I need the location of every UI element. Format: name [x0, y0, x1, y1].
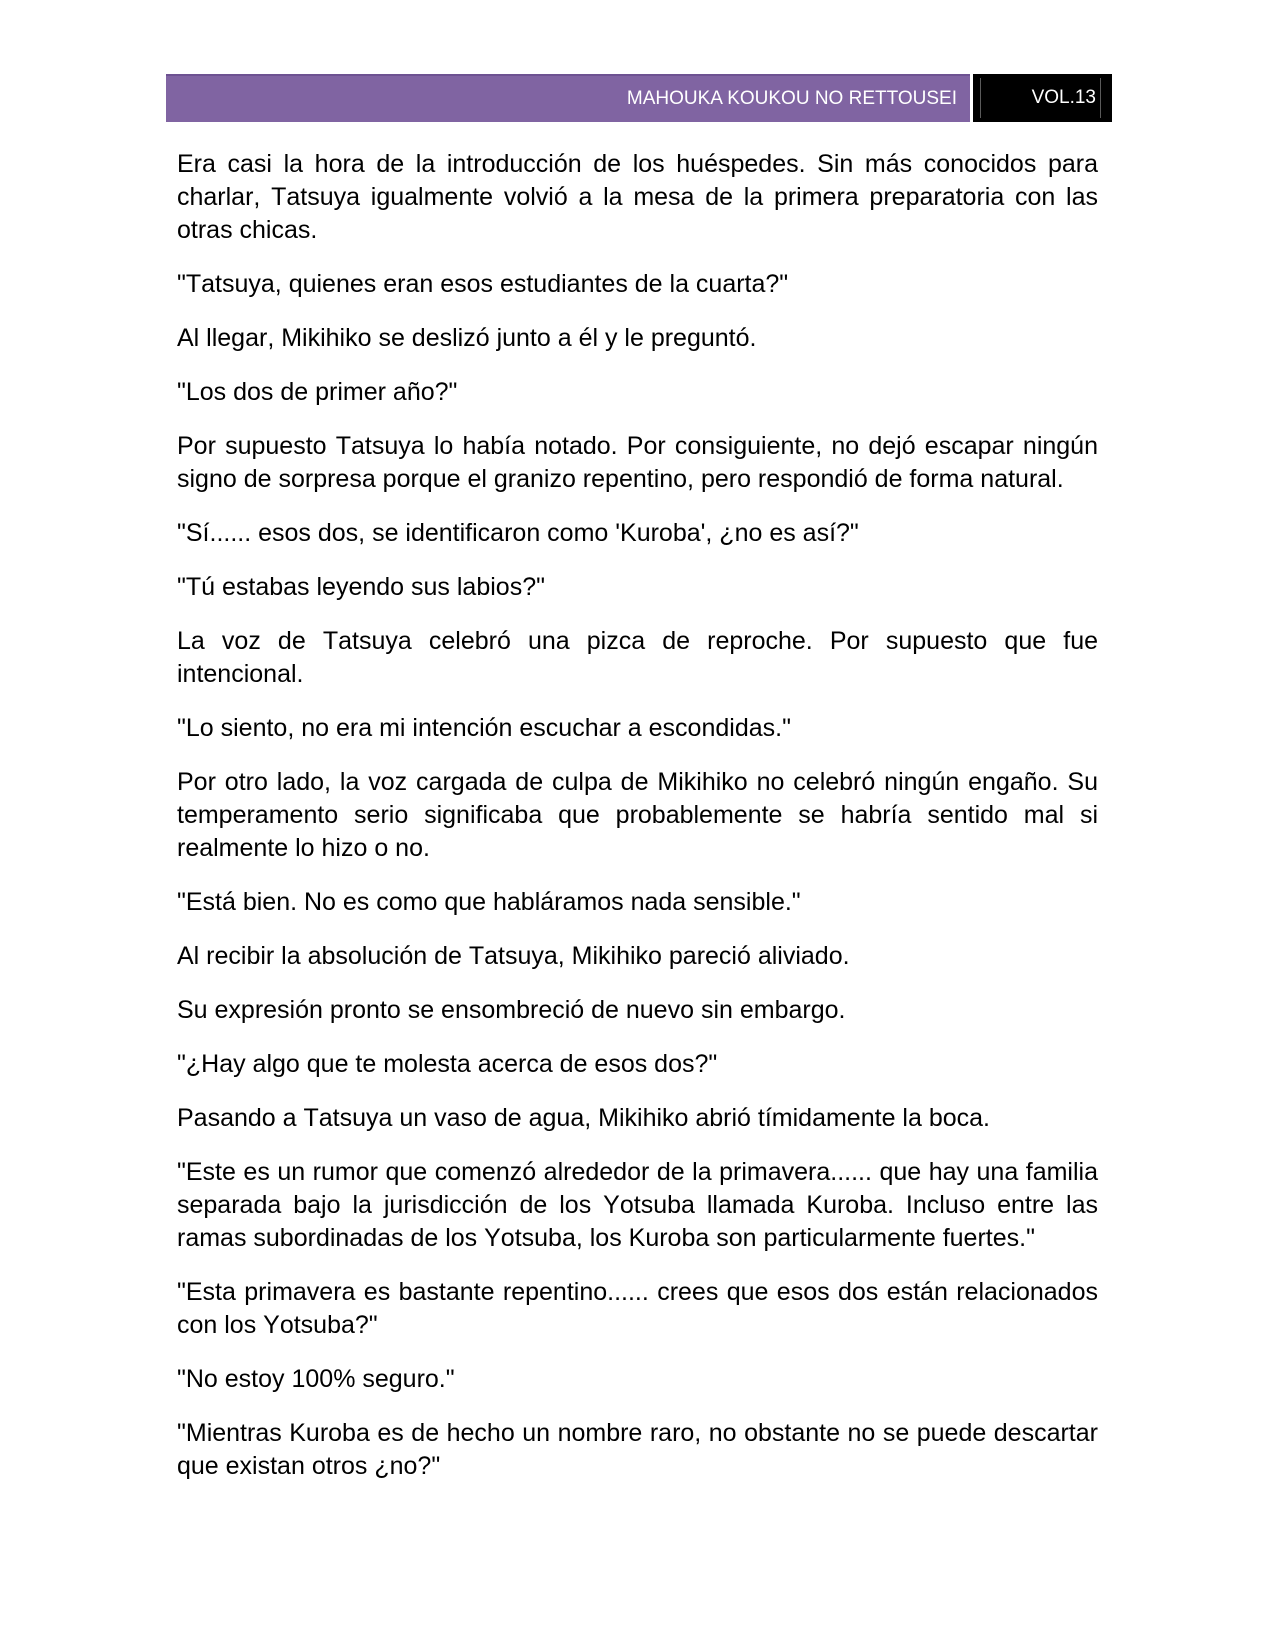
body-paragraph: "Sí...... esos dos, se identificaron como 'Kuroba', ¿no es así?"	[177, 519, 859, 547]
series-title-bar	[166, 74, 970, 122]
body-paragraph: "Tú estabas leyendo sus labios?"	[177, 573, 545, 601]
body-paragraph: Al recibir la absolución de Tatsuya, Mikihiko pareció aliviado.	[177, 942, 850, 970]
body-paragraph: Pasando a Tatsuya un vaso de agua, Mikihiko abrió tímidamente la boca.	[177, 1104, 990, 1132]
running-header	[166, 74, 1112, 122]
volume-box	[973, 74, 1112, 122]
volume-box-right-rule	[1100, 78, 1101, 118]
body-paragraph: La voz de Tatsuya celebró una pizca de reproche. Por supuesto que fue intencional.	[177, 627, 1098, 688]
body-paragraph: "Está bien. No es como que habláramos nada sensible."	[177, 888, 801, 916]
body-paragraph: "No estoy 100% seguro."	[177, 1365, 455, 1393]
body-paragraph: "Lo siento, no era mi intención escuchar a escondidas."	[177, 714, 791, 742]
body-paragraph: Por supuesto Tatsuya lo había notado. Por consiguiente, no dejó escapar ningún signo de sorpresa porque el granizo repentino, pero respondió de forma natural.	[177, 432, 1098, 493]
volume-box-left-rule	[980, 78, 981, 118]
body-paragraph: Era casi la hora de la introducción de los huéspedes. Sin más conocidos para charlar, Tatsuya igualmente volvió a la mesa de la primera preparatoria con las otras chicas.	[177, 150, 1098, 244]
body-paragraph: "Tatsuya, quienes eran esos estudiantes de la cuarta?"	[177, 270, 789, 298]
body-paragraph: Su expresión pronto se ensombreció de nuevo sin embargo.	[177, 996, 846, 1024]
volume-label: VOL.13	[1031, 87, 1096, 108]
body-paragraph: "Esta primavera es bastante repentino...... crees que esos dos están relacionados con los Yotsuba?"	[177, 1278, 1098, 1339]
body-paragraph: "Mientras Kuroba es de hecho un nombre raro, no obstante no se puede descartar que existan otros ¿no?"	[177, 1419, 1098, 1480]
body-paragraph: "¿Hay algo que te molesta acerca de esos dos?"	[177, 1050, 718, 1078]
body-paragraph: "Los dos de primer año?"	[177, 378, 458, 406]
body-paragraph: Por otro lado, la voz cargada de culpa de Mikihiko no celebró ningún engaño. Su temperamento serio significaba que probablemente se habría sentido mal si realmente lo hizo o no.	[177, 768, 1098, 862]
body-paragraph: Al llegar, Mikihiko se deslizó junto a él y le preguntó.	[177, 324, 757, 352]
series-title: MAHOUKA KOUKOU NO RETTOUSEI	[626, 88, 957, 109]
body-text	[177, 148, 1098, 1504]
body-paragraph: "Este es un rumor que comenzó alrededor de la primavera...... que hay una familia separada bajo la jurisdicción de los Yotsuba llamada Kuroba. Incluso entre las ramas subordinadas de los Yotsuba, los Kuroba son particularmente fuertes."	[177, 1158, 1098, 1252]
